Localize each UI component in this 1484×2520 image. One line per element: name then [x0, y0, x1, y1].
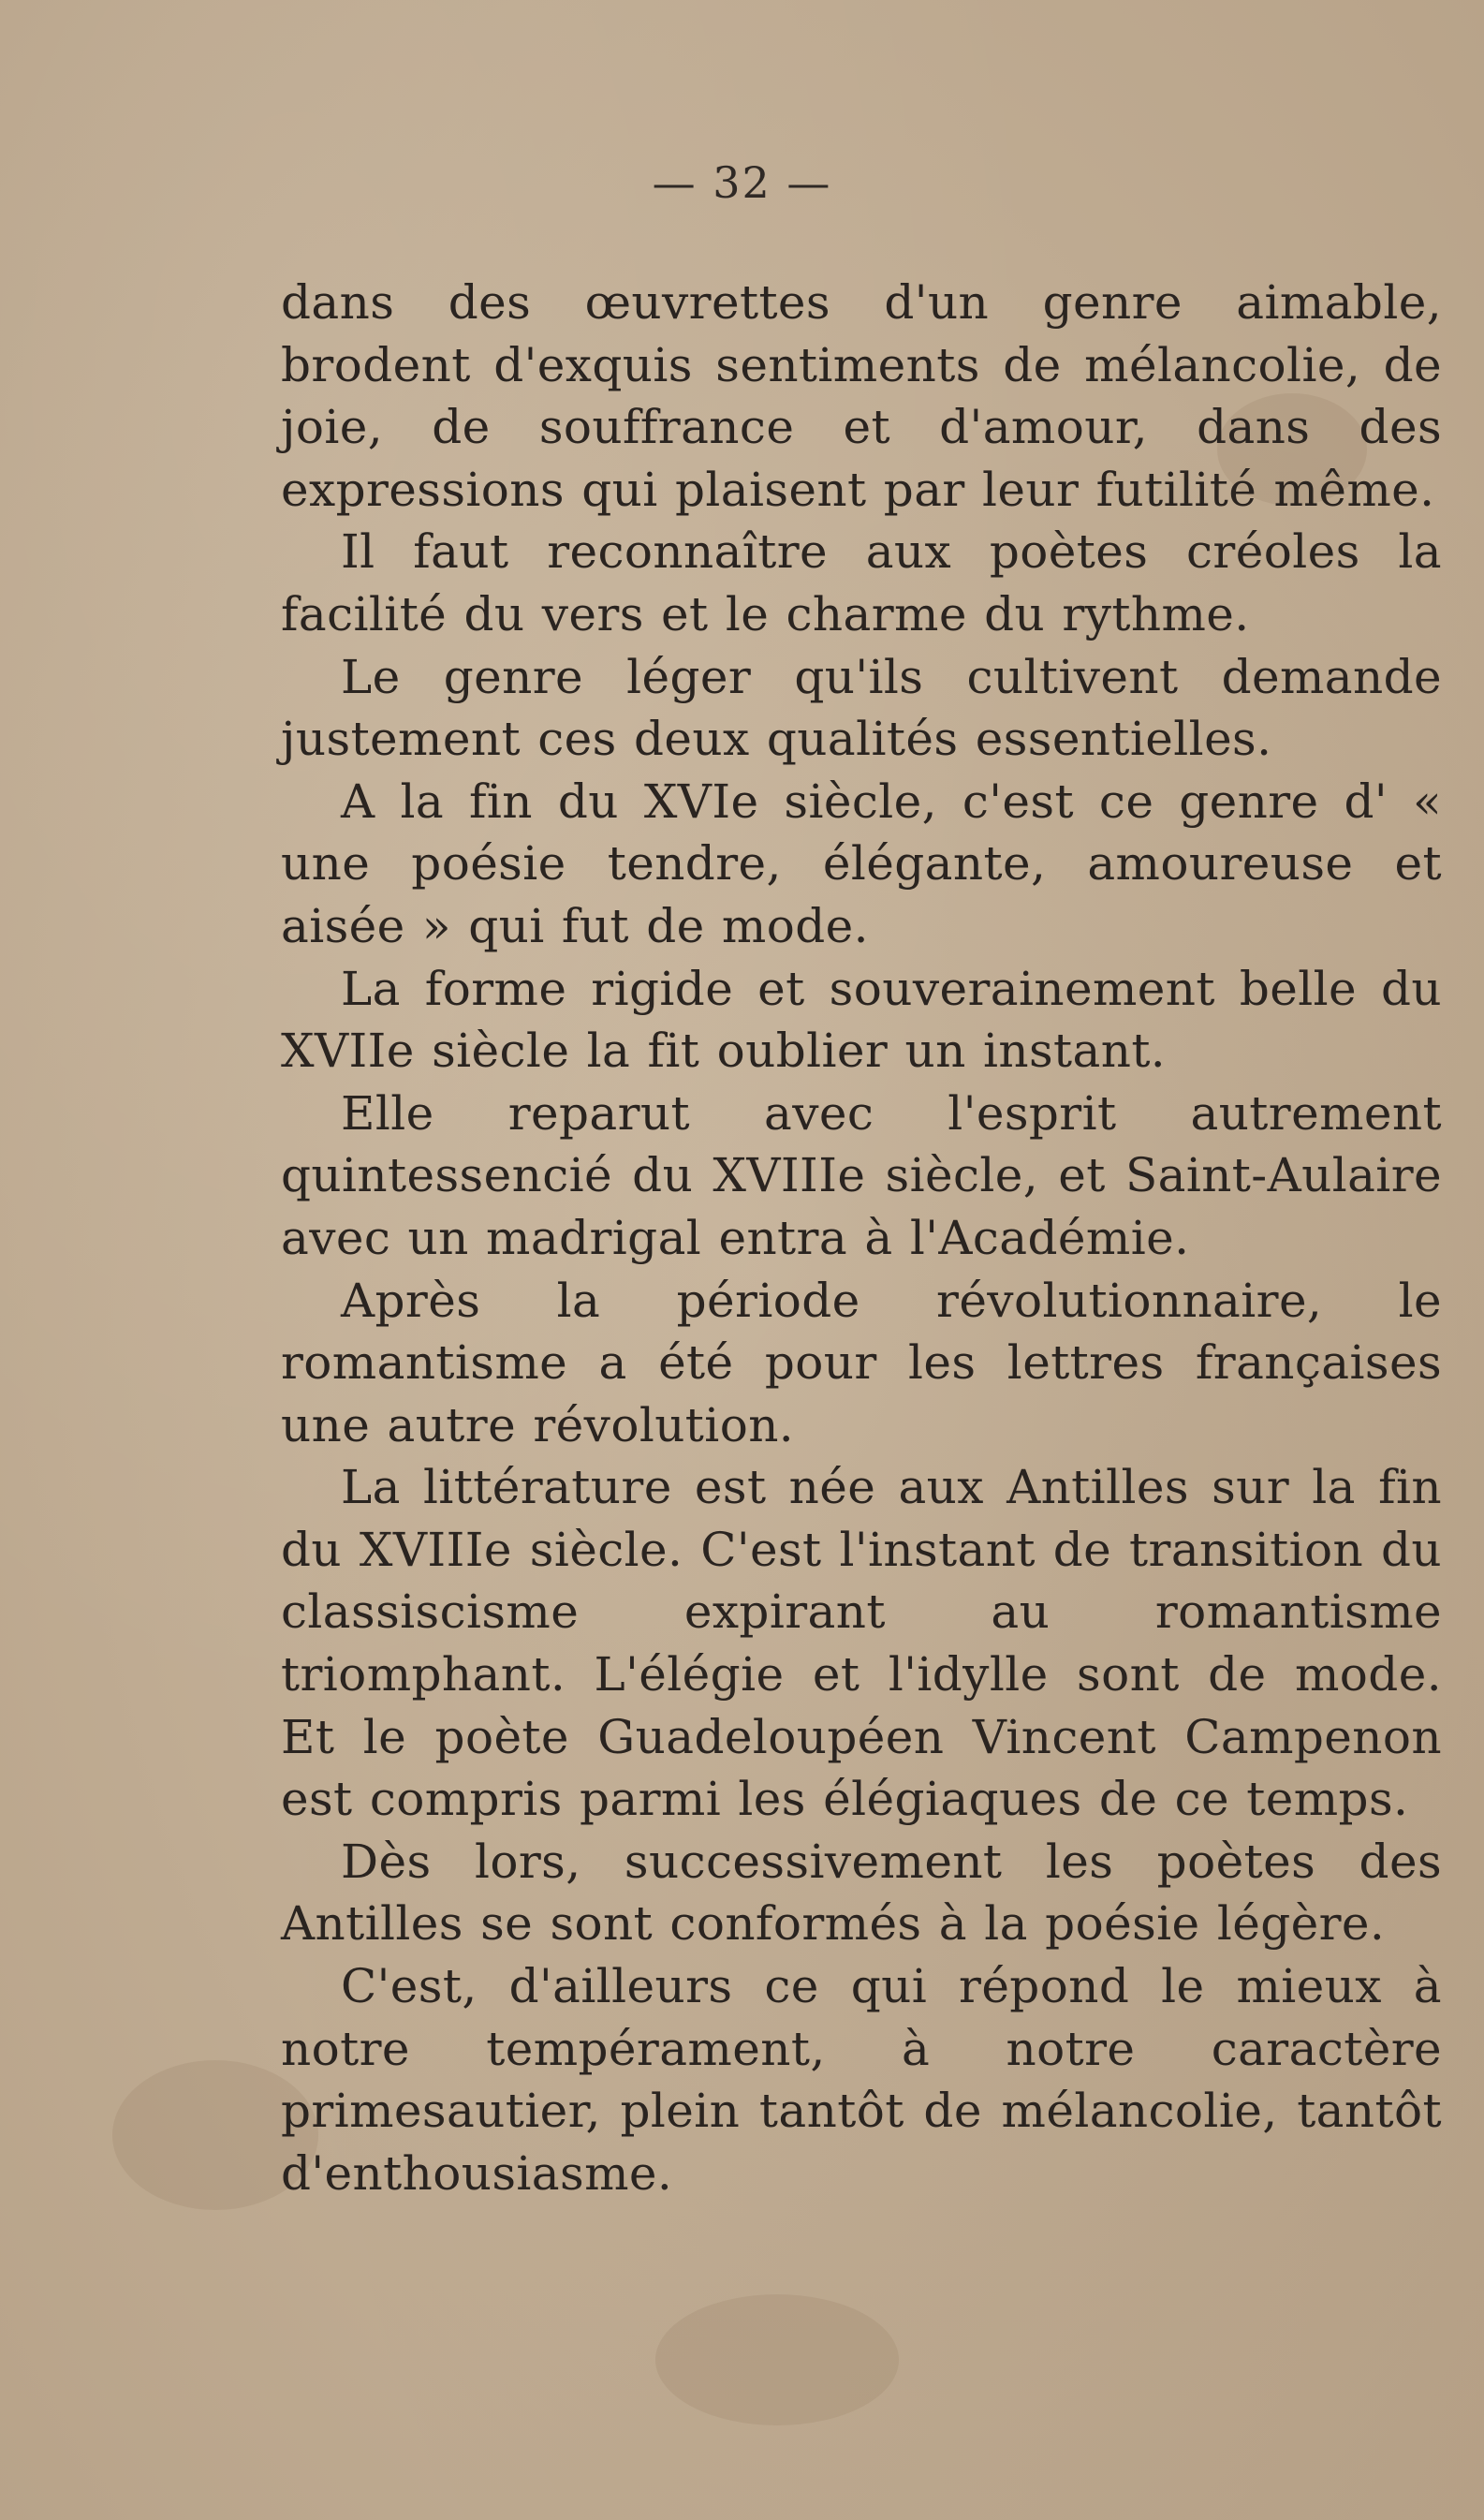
- paragraph: A la fin du XVIe siècle, c'est ce genre d' « une poésie tendre, élégante, amoureuse et aisée » qui fut de mode.: [281, 774, 1442, 953]
- paragraph: Il faut reconnaître aux poètes créoles la facilité du vers et le charme du rythme.: [281, 524, 1442, 641]
- paragraph: La forme rigide et souverainement belle du XVIIe siècle la fit oublier un instant.: [281, 961, 1442, 1079]
- paragraph: Le genre léger qu'ils cultivent demande justement ces deux qualités essentielles.: [281, 649, 1442, 767]
- page-number: — 32 —: [652, 157, 832, 208]
- paragraph: Dès lors, successivement les poètes des Antilles se sont conformés à la poésie légère.: [281, 1834, 1442, 1952]
- paper-stain: [655, 2294, 899, 2425]
- paragraph: Après la période révolutionnaire, le romantisme a été pour les lettres françaises une autre révolution.: [281, 1273, 1442, 1452]
- paragraph: C'est, d'ailleurs ce qui répond le mieux à notre tempérament, à notre caractère primesautier, plein tantôt de mélancolie, tantôt d'enthousiasme.: [281, 1959, 1442, 2201]
- paragraph: La littérature est née aux Antilles sur la fin du XVIIIe siècle. C'est l'instant de transition du classiscisme expirant au romantisme triomphant. L'élégie et l'idylle sont de mode. Et le poète Guadeloupéen Vincent Campenon est compris parmi les élégiaques de ce temps.: [281, 1460, 1442, 1827]
- paragraph: dans des œuvrettes d'un genre aimable, brodent d'exquis sentiments de mélancolie, de joie, de souffrance et d'amour, dans des expressions qui plaisent par leur futilité même.: [281, 275, 1442, 517]
- body-text: [281, 272, 1442, 2204]
- paragraph: Elle reparut avec l'esprit autrement quintessencié du XVIIIe siècle, et Saint-Aulaire avec un madrigal entra à l'Académie.: [281, 1085, 1442, 1265]
